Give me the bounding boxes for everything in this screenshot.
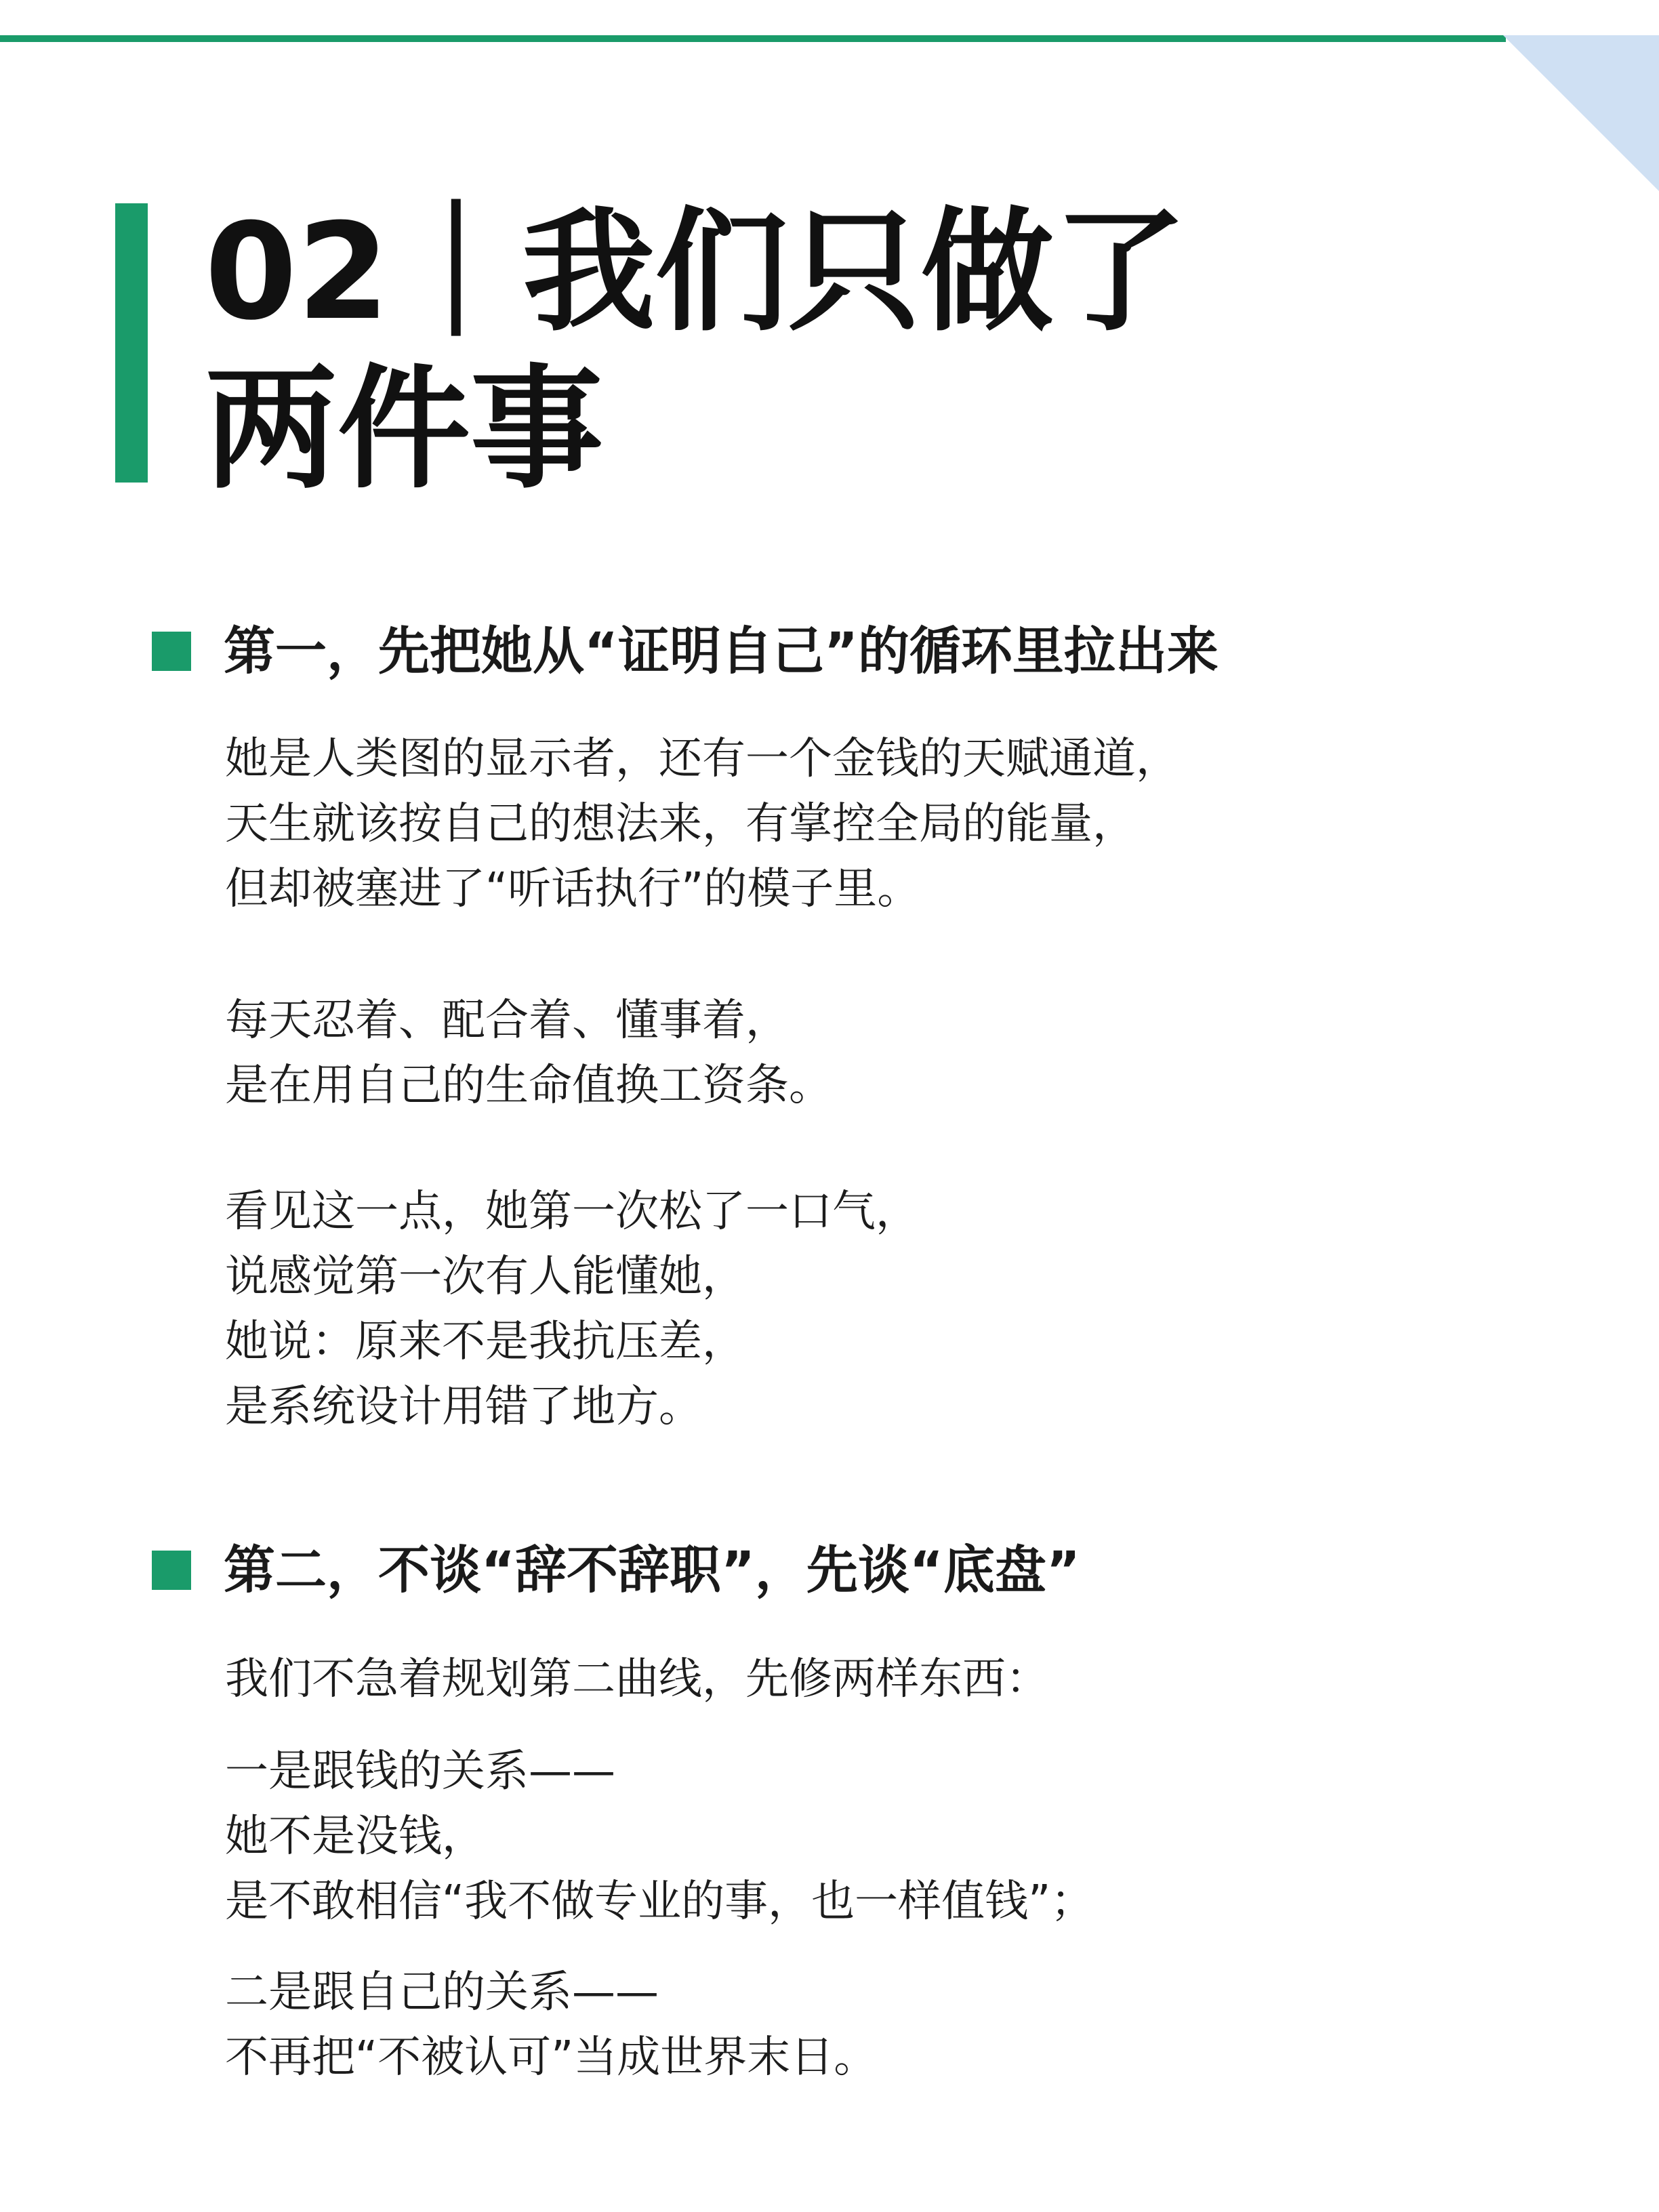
section-two-header [152,1541,1080,1599]
square-bullet-icon [152,632,191,671]
square-bullet-icon [152,1551,191,1590]
text-line: 不再把“不被认可”当成世界末日。 [225,2032,878,2083]
section-one-paragraph-2 [225,988,832,1118]
text-line: 是系统设计用错了地方。 [225,1382,702,1432]
text-line: 她说：原来不是我抗压差， [225,1317,745,1367]
text-line: 看见这一点，她第一次松了一口气， [225,1187,919,1237]
page-title [205,194,1560,508]
section-two-intro [225,1647,1049,1712]
text-line: 说感觉第一次有人能懂她， [225,1252,745,1302]
text-line: 每天忍着、配合着、懂事着， [225,996,789,1046]
section-one-paragraph-3 [225,1179,919,1439]
text-line: 天生就该按自己的想法来，有掌控全局的能量， [225,799,1136,849]
section-two-item-2 [225,1960,877,2090]
corner-decoration [1503,35,1659,191]
section-two-heading: 第二，不谈“辞不辞职”，先谈“底盘” [224,1540,1080,1600]
text-line: 是在用自己的生命值换工资条。 [225,1061,832,1111]
text-line: 一是跟钱的关系—— [225,1746,615,1797]
section-one-paragraph-1 [225,726,1179,922]
title-line-2: 两件事 [205,352,604,507]
section-one-heading: 第一，先把她从“证明自己”的循环里拉出来 [224,621,1218,681]
text-line: 二是跟自己的关系—— [225,1967,659,2018]
top-divider-line [0,35,1506,42]
text-line: 我们不急着规划第二曲线，先修两样东西： [225,1654,1049,1704]
text-line: 她不是没钱， [225,1811,485,1862]
section-one-header [152,622,1218,680]
text-line: 但却被塞进了“听话执行”的模子里。 [225,864,921,914]
title-accent-bar [115,203,148,483]
text-line: 是不敢相信“我不做专业的事，也一样值钱”； [225,1877,1094,1927]
text-line: 她是人类图的显示者，还有一个金钱的天赋通道， [225,734,1179,784]
title-line-1: 02｜我们只做了 [205,195,1187,350]
section-two-item-1 [225,1739,1094,1934]
